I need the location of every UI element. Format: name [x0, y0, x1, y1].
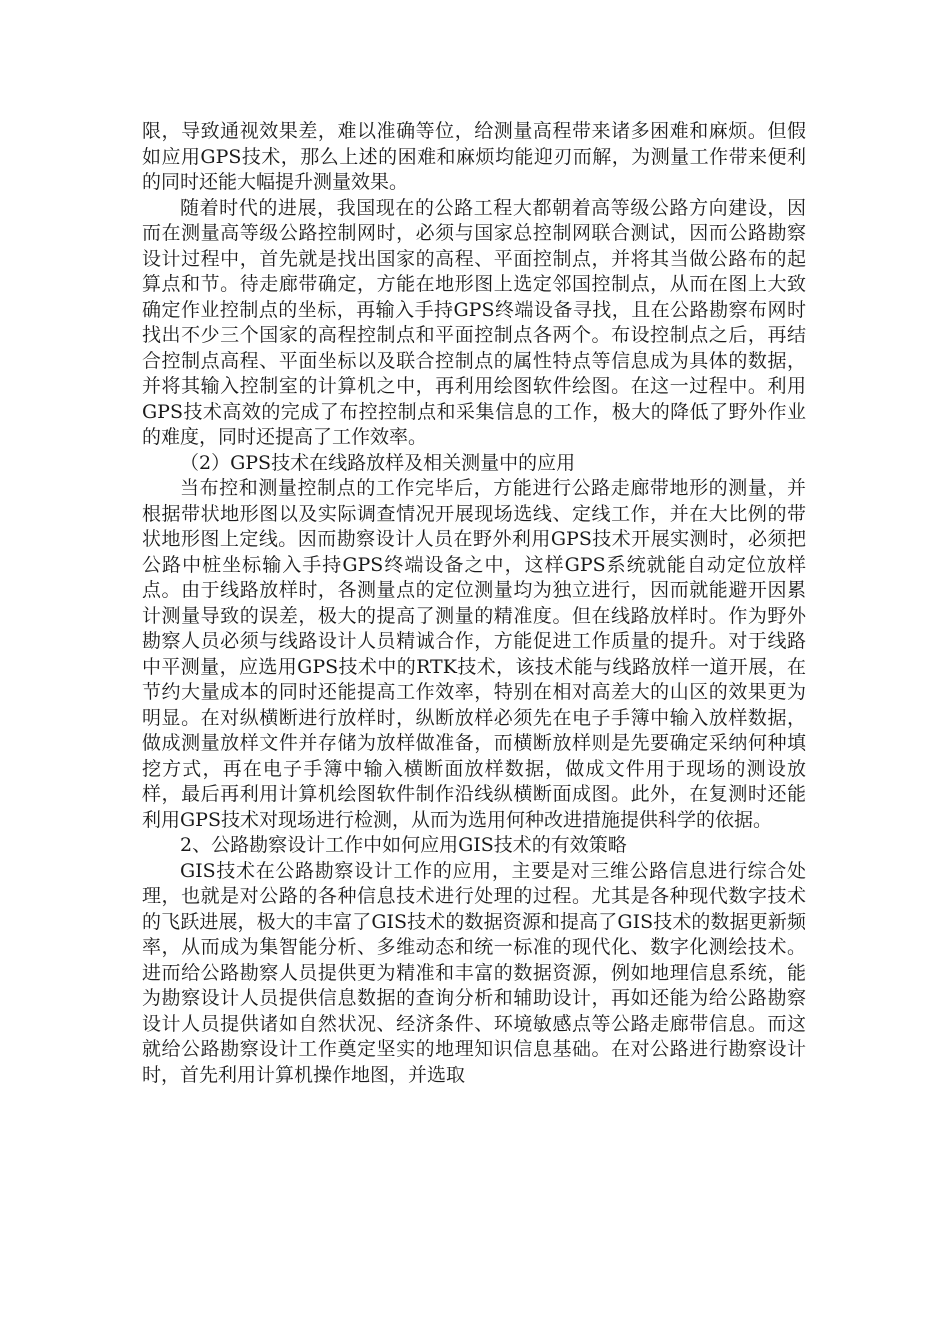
paragraph-gps-staking: 当布控和测量控制点的工作完毕后，方能进行公路走廊带地形的测量，并根据带状地形图以及实际调查情况开展现场选线、定线工作，并在大比例的带状地形图上定线。因而勘察设计人员在野外利用GPS技术开展实测时，必须把公路中桩坐标输入手持GPS终端设备之中，这样GPS系统就能自动定位放样点。由于线路放样时，各测量点的定位测量均为独立进行，因而就能避开因累计测量导致的误差，极大的提高了测量的精准度。但在线路放样时。作为野外勘察人员必须与线路设计人员精诚合作，方能促进工作质量的提升。对于线路中平测量，应选用GPS技术中的RTK技术，该技术能与线路放样一道开展，在节约大量成本的同时还能提高工作效率，特别在相对高差大的山区的效果更为明显。在对纵横断进行放样时，纵断放样必须先在电子手簿中输入放样数据，做成测量放样文件并存储为放样做准备，而横断放样则是先要确定采纳何种填挖方式，再在电子手簿中输入横断面放样数据，做成文件用于现场的测设放样，最后再利用计算机绘图软件制作沿线纵横断面成图。此外，在复测时还能利用GPS技术对现场进行检测，从而为选用何种改进措施提供科学的依据。	[142, 477, 806, 831]
paragraph-control-network: 随着时代的进展，我国现在的公路工程大都朝着高等级公路方向建设，因而在测量高等级公路控制网时，必须与国家总控制网联合测试，因而公路勘察设计过程中，首先就是找出国家的高程、平面控制点，并将其当做公路布的起算点和节。待走廊带确定，方能在地形图上选定邻国控制点，从而在图上大致确定作业控制点的坐标，再输入手持GPS终端设备寻找，且在公路勘察布网时找出不少三个国家的高程控制点和平面控制点各两个。布设控制点之后，再结合控制点高程、平面坐标以及联合控制点的属性特点等信息成为具体的数据，并将其输入控制室的计算机之中，再利用绘图软件绘图。在这一过程中。利用GPS技术高效的完成了布控控制点和采集信息的工作，极大的降低了野外作业的难度，同时还提高了工作效率。	[142, 196, 806, 448]
paragraph-gis-application: GIS技术在公路勘察设计工作的应用，主要是对三维公路信息进行综合处理，也就是对公路的各种信息技术进行处理的过程。尤其是各种现代数字技术的飞跃进展，极大的丰富了GIS技术的数据资源和提高了GIS技术的数据更新频率，从而成为集智能分析、多维动态和统一标准的现代化、数字化测绘技术。进而给公路勘察人员提供更为精准和丰富的数据资源，例如地理信息系统，能为勘察设计人员提供信息数据的查询分析和辅助设计，再如还能为给公路勘察设计人员提供诸如自然状况、经济条件、环境敏感点等公路走廊带信息。而这就给公路勘察设计工作奠定坚实的地理知识信息基础。在对公路进行勘察设计时，首先利用计算机操作地图，并选取	[142, 859, 806, 1086]
document-page	[142, 119, 806, 1088]
paragraph-intro-continuation: 限，导致通视效果差，难以准确等位，给测量高程带来诸多困难和麻烦。但假如应用GPS技术，那么上述的困难和麻烦均能迎刃而解，为测量工作带来便利的同时还能大幅提升测量效果。	[142, 120, 806, 193]
section-heading-gps-staking: （2）GPS技术在线路放样及相关测量中的应用	[180, 451, 576, 474]
section-heading-gis-strategy: 2、公路勘察设计工作中如何应用GIS技术的有效策略	[180, 834, 627, 856]
